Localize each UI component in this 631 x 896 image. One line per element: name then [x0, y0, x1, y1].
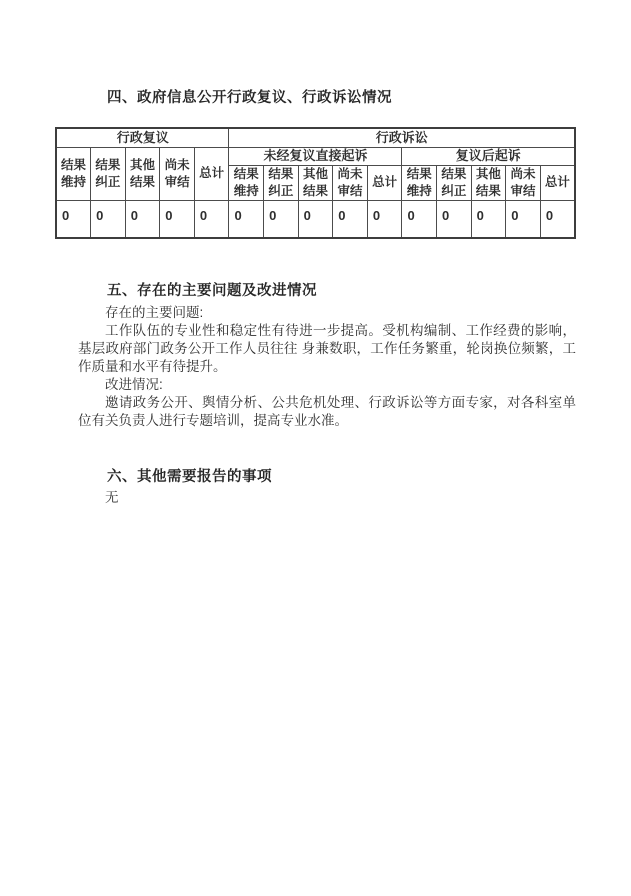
table-cell-value: 0	[298, 200, 333, 238]
col-header-pending: 尚未审结	[506, 165, 541, 200]
table-row	[56, 147, 575, 165]
section6-heading: 六、其他需要报告的事项	[107, 469, 272, 485]
table-row	[56, 200, 575, 238]
table-cell-value: 0	[194, 200, 229, 238]
table-cell-value: 0	[402, 200, 437, 238]
table-cell-value: 0	[367, 200, 402, 238]
table-cell-value: 0	[540, 200, 575, 238]
group-header-reconsideration: 行政复议	[56, 128, 229, 147]
col-header-pending: 尚未审结	[160, 147, 195, 200]
table-row	[56, 128, 575, 147]
subgroup-header-lawsuit-after-review: 复议后起诉	[402, 147, 575, 165]
table-cell-value: 0	[437, 200, 472, 238]
table-cell-value: 0	[333, 200, 368, 238]
paragraph-main-problems: 工作队伍的专业性和稳定性有待进一步提高。受机构编制、工作经费的影响，基层政府部门政务公开工作人员往往 身兼数职，工作任务繁重，轮岗换位频繁，工作质量和水平有待提升。	[78, 323, 576, 374]
section5-body	[78, 304, 576, 430]
table-cell-value: 0	[264, 200, 299, 238]
paragraph-main-problems-label: 存在的主要问题:	[105, 305, 204, 320]
col-header-total: 总计	[367, 165, 402, 200]
table-cell-value: 0	[91, 200, 126, 238]
col-header-other-result: 其他结果	[471, 165, 506, 200]
col-header-result-upheld: 结果维持	[402, 165, 437, 200]
table-cell-value: 0	[56, 200, 91, 238]
table-cell-value: 0	[506, 200, 541, 238]
col-header-result-corrected: 结果纠正	[91, 147, 126, 200]
col-header-other-result: 其他结果	[125, 147, 160, 200]
paragraph-improvement: 邀请政务公开、舆情分析、公共危机处理、行政诉讼等方面专家，对各科室单位有关负责人进行专题培训，提高专业水准。	[78, 395, 576, 428]
col-header-result-upheld: 结果维持	[229, 165, 264, 200]
col-header-total: 总计	[540, 165, 575, 200]
col-header-result-corrected: 结果纠正	[437, 165, 472, 200]
section6-content: 无	[105, 490, 119, 505]
table-cell-value: 0	[471, 200, 506, 238]
subgroup-header-direct-lawsuit: 未经复议直接起诉	[229, 147, 402, 165]
section5-heading: 五、存在的主要问题及改进情况	[107, 283, 317, 299]
col-header-result-upheld: 结果维持	[56, 147, 91, 200]
col-header-result-corrected: 结果纠正	[264, 165, 299, 200]
review-litigation-table	[55, 127, 576, 239]
col-header-total: 总计	[194, 147, 229, 200]
table-cell-value: 0	[160, 200, 195, 238]
group-header-litigation: 行政诉讼	[229, 128, 575, 147]
col-header-other-result: 其他结果	[298, 165, 333, 200]
section4-heading: 四、政府信息公开行政复议、行政诉讼情况	[107, 90, 392, 106]
paragraph-improvement-label: 改进情况:	[105, 377, 163, 392]
col-header-pending: 尚未审结	[333, 165, 368, 200]
table-cell-value: 0	[229, 200, 264, 238]
table-cell-value: 0	[125, 200, 160, 238]
